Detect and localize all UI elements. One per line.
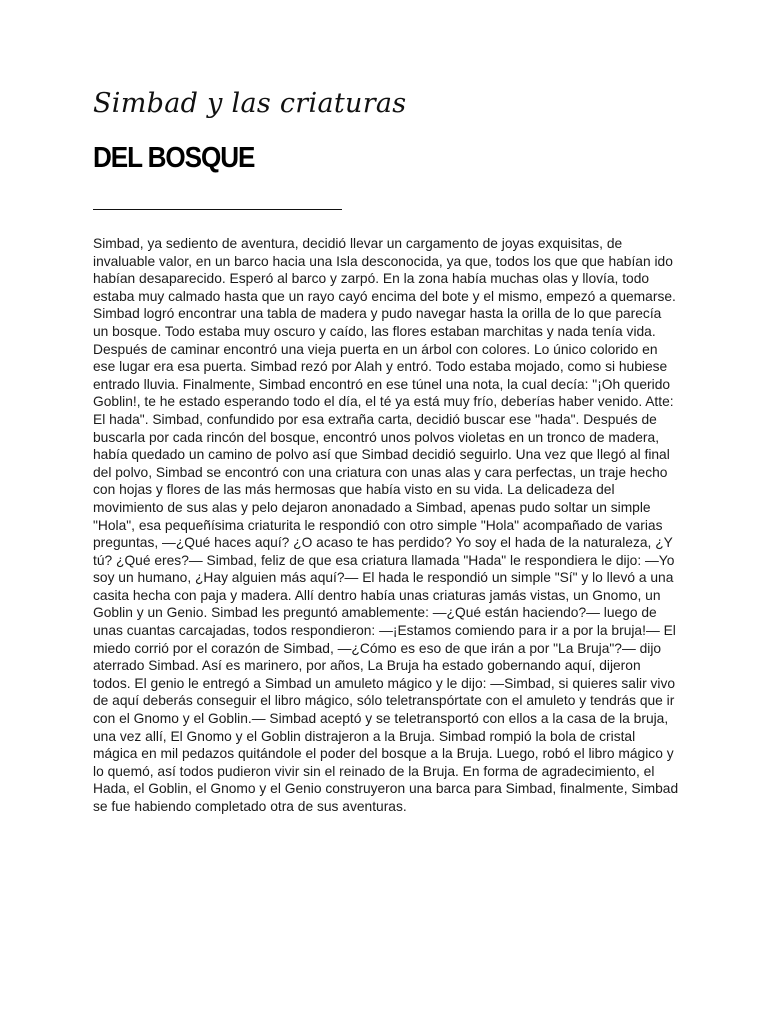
story-paragraph: Simbad, ya sediento de aventura, decidió llevar un cargamento de joyas exquisitas, de invaluable valor, en un barco hacia una Isla desconocida, ya que, todos los que que habían ido habían desaparecido. Esperó al barco y zarpó. En la zona había muchas olas y llovía, todo estaba muy calmado hasta que un rayo cayó encima del bote y el mismo, empezó a quemarse. Simbad logró encontrar una tabla de madera y pudo navegar hasta la orilla de lo que parecía un bosque. Todo estaba muy oscuro y caído, las flores estaban marchitas y nada tenía vida. Después de caminar encontró una vieja puerta en un árbol con colores. Lo único colorido en ese lugar era esa puerta. Simbad rezó por Alah y entró. Todo estaba mojado, como si hubiese entrado lluvia. Finalmente, Simbad encontró en ese túnel una nota, la cual decía: "¡Oh querido Goblin!, te he estado esperando todo el día, el té ya está muy frío, deberías haber venido. Atte: El hada". Simbad, confundido por esa extraña carta, decidió buscar ese "hada". Después de buscarla por cada rincón del bosque, encontró unos polvos violetas en un tronco de madera, había quedado un camino de polvo así que Simbad decidió seguirlo. Una vez que llegó al final del polvo, Simbad se encontró con una criatura con unas alas y cara perfectas, un traje hecho con hojas y flores de las más hermosas que había visto en su vida. La delicadeza del movimiento de sus alas y pelo dejaron anonadado a Simbad, apenas pudo soltar un simple "Hola", esa pequeñísima criaturita le respondió con otro simple "Hola" acompañado de varias preguntas, —¿Qué haces aquí? ¿O acaso te has perdido? Yo soy el hada de la naturaleza, ¿Y tú? ¿Qué eres?— Simbad, feliz de que esa criatura llamada "Hada" le respondiera le dijo: —Yo soy un humano, ¿Hay alguien más aquí?— El hada le respondió un simple "Sí" y lo llevó a una casita hecha con paja y madera. Allí dentro había unas criaturas jamás vistas, un Gnomo, un Goblin y un Genio. Simbad les preguntó amablemente: —¿Qué están haciendo?— luego de unas cuantas carcajadas, todos respondieron: —¡Estamos comiendo para ir a por la bruja!— El miedo corrió por el corazón de Simbad, —¿Cómo es eso de que irán a por "La Bruja"?— dijo aterrado Simbad. Así es marinero, por años, La Bruja ha estado gobernando aquí, dijeron todos. El genio le entregó a Simbad un amuleto mágico y le dijo: —Simbad, si quieres salir vivo de aquí deberás conseguir el libro mágico, sólo teletranspórtate con el amuleto y tendrás que ir con el Gnomo y el Goblin.— Simbad aceptó y se teletransportó con ellos a la casa de la bruja, una vez allí, El Gnomo y el Goblin distrajeron a la Bruja. Simbad rompió la bola de cristal mágica en mil pedazos quitándole el poder del bosque a la Bruja. Luego, robó el libro mágico y lo quemó, así todos pudieron vivir sin el reinado de la Bruja. En forma de agradecimiento, el Hada, el Goblin, el Gnomo y el Genio construyeron una barca para Simbad, finalmente, Simbad se fue habiendo completado otra de sus aventuras. [93, 236, 679, 814]
document-subtitle: Simbad y las criaturas [93, 88, 407, 119]
title-divider [93, 209, 342, 210]
document-title: DEL BOSQUE [93, 142, 255, 174]
